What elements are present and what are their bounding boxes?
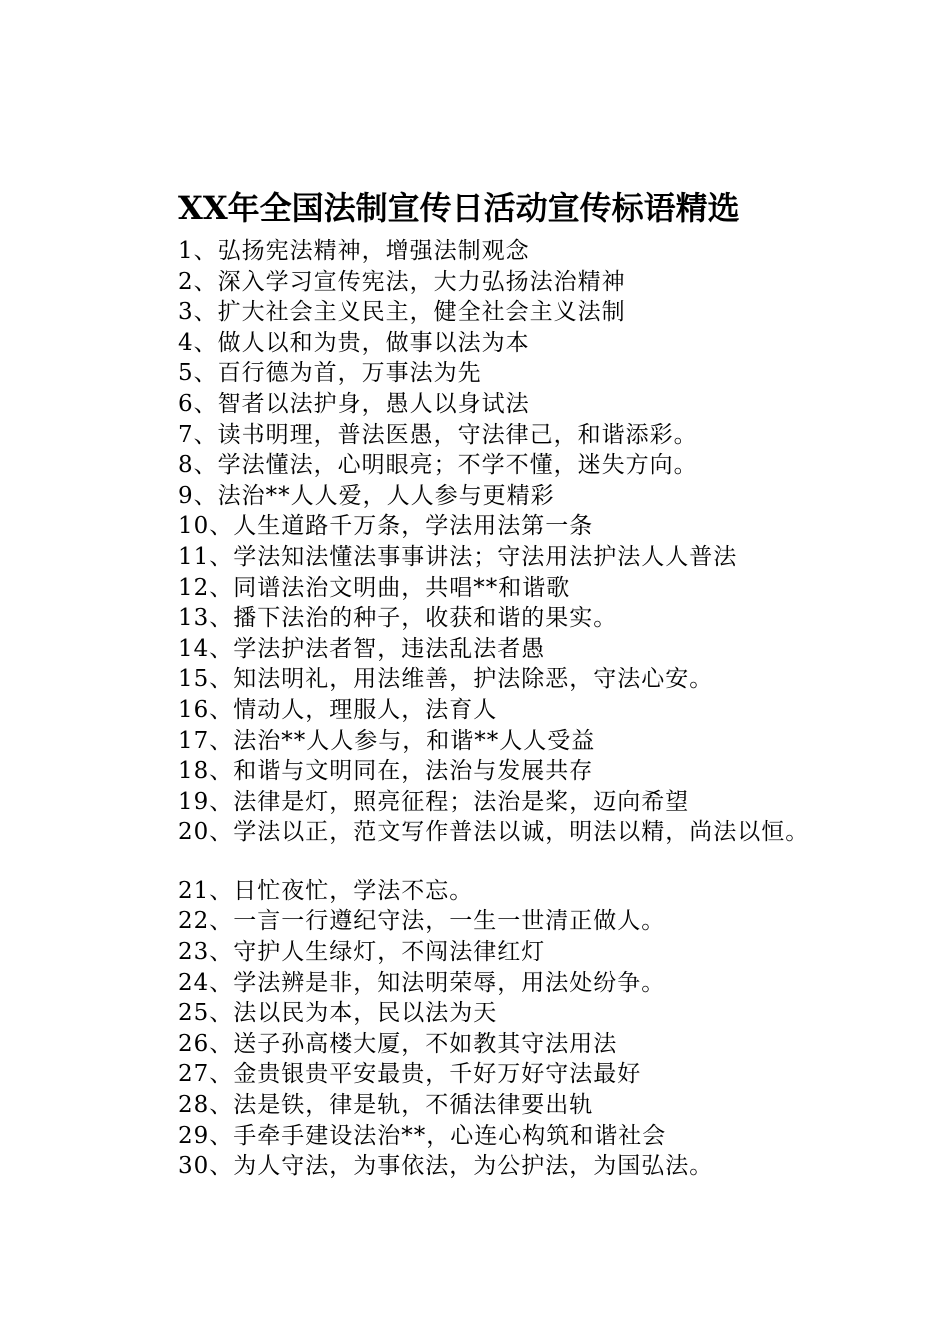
slogan-item: 23、守护人生绿灯，不闯法律红灯 bbox=[178, 939, 546, 966]
slogan-item: 24、学法辨是非，知法明荣辱，用法处纷争。 bbox=[178, 969, 666, 996]
slogan-item: 3、扩大社会主义民主，健全社会主义法制 bbox=[178, 299, 626, 326]
slogan-item: 28、法是铁，律是轨，不循法律要出轨 bbox=[178, 1092, 594, 1119]
slogan-list bbox=[178, 236, 938, 1182]
slogan-item: 15、知法明礼，用法维善，护法除恶，守法心安。 bbox=[178, 666, 714, 693]
slogan-item: 17、法治**人人参与，和谐**人人受益 bbox=[178, 727, 596, 754]
slogan-item: 30、为人守法，为事依法，为公护法，为国弘法。 bbox=[178, 1153, 714, 1180]
slogan-item: 29、手牵手建设法治**，心连心构筑和谐社会 bbox=[178, 1122, 667, 1149]
slogan-item: 25、法以民为本，民以法为天 bbox=[178, 1000, 498, 1027]
slogan-item: 5、百行德为首，万事法为先 bbox=[178, 360, 482, 387]
slogan-item: 26、送子孙高楼大厦，不如教其守法用法 bbox=[178, 1030, 618, 1057]
slogan-item: 7、读书明理，普法医愚，守法律己，和谐添彩。 bbox=[178, 421, 698, 448]
slogan-item: 16、情动人，理服人，法育人 bbox=[178, 696, 498, 723]
slogan-item: 13、播下法治的种子，收获和谐的果实。 bbox=[178, 605, 618, 632]
slogan-item: 2、深入学习宣传宪法，大力弘扬法治精神 bbox=[178, 268, 626, 295]
slogan-item: 6、智者以法护身，愚人以身试法 bbox=[178, 390, 530, 417]
slogan-item: 19、法律是灯，照亮征程；法治是桨，迈向希望 bbox=[178, 788, 690, 815]
slogan-item: 10、人生道路千万条，学法用法第一条 bbox=[178, 513, 594, 540]
slogan-item: 22、一言一行遵纪守法，一生一世清正做人。 bbox=[178, 908, 666, 935]
slogan-item: 4、做人以和为贵，做事以法为本 bbox=[178, 329, 530, 356]
slogan-item: 12、同谱法治文明曲，共唱**和谐歌 bbox=[178, 574, 571, 601]
slogan-item: 18、和谐与文明同在，法治与发展共存 bbox=[178, 758, 594, 785]
slogan-item: 9、法治**人人爱，人人参与更精彩 bbox=[178, 482, 555, 509]
slogan-item: 27、金贵银贵平安最贵，千好万好守法最好 bbox=[178, 1061, 642, 1088]
document-title: XX年全国法制宣传日活动宣传标语精选 bbox=[178, 189, 740, 227]
slogan-item: 14、学法护法者智，违法乱法者愚 bbox=[178, 635, 546, 662]
slogan-item: 21、日忙夜忙，学法不忘。 bbox=[178, 877, 474, 904]
slogan-item: 11、学法知法懂法事事讲法；守法用法护法人人普法 bbox=[178, 543, 738, 570]
slogan-item: 20、学法以正，范文写作普法以诚，明法以精，尚法以恒。 bbox=[178, 819, 810, 846]
slogan-item: 1、弘扬宪法精神，增强法制观念 bbox=[178, 238, 530, 264]
slogan-item: 8、学法懂法，心明眼亮；不学不懂，迷失方向。 bbox=[178, 452, 698, 479]
